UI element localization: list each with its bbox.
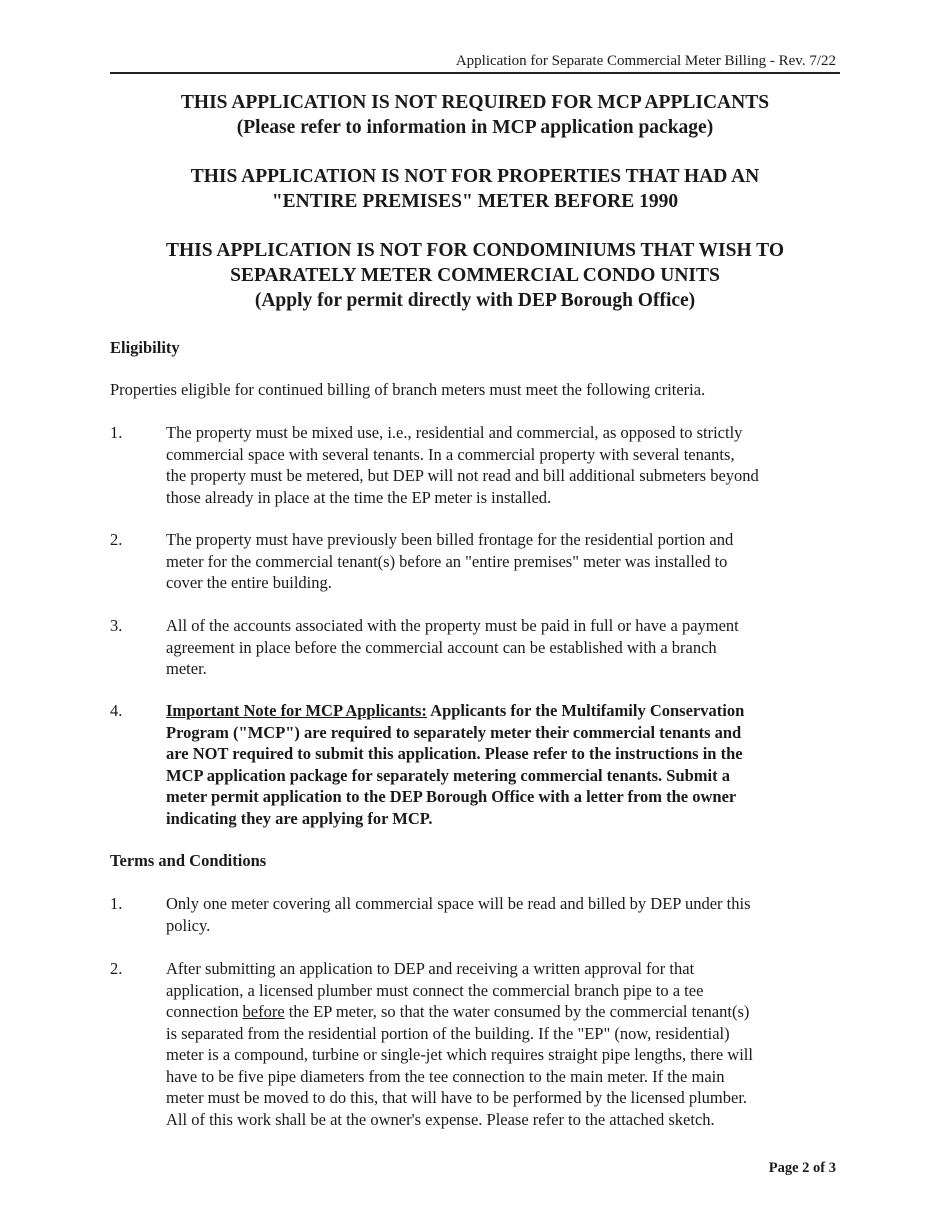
item-number: 1. xyxy=(110,423,123,442)
notice-mcp xyxy=(110,90,840,140)
item-line-post: the EP meter, so that the water consumed by the commercial tenant(s) xyxy=(284,1002,750,1021)
eligibility-heading: Eligibility xyxy=(110,338,180,357)
item-line: policy. xyxy=(166,915,211,935)
item-line: commercial space with several tenants. In a commercial property with several tenants, xyxy=(166,444,735,464)
item-line: meter must be moved to do this, that will have to be performed by the licensed plumber. xyxy=(166,1088,748,1107)
notice-line: THIS APPLICATION IS NOT REQUIRED FOR MCP APPLICANTS xyxy=(180,92,770,113)
item-line: indicating they are applying for MCP. xyxy=(166,808,433,828)
item-line: meter for the commercial tenant(s) before an "entire premises" meter was installed to xyxy=(166,551,728,571)
notice-entire-premises xyxy=(110,164,840,214)
item-line: After submitting an application to DEP and receiving a written approval for that xyxy=(166,959,695,978)
item-number: 1. xyxy=(110,894,123,913)
item-line: those already in place at the time the EP meter is installed. xyxy=(166,487,552,507)
item-line xyxy=(166,700,838,722)
item-line xyxy=(166,1001,838,1023)
eligibility-intro: Properties eligible for continued billing of branch meters must meet the following criteria. xyxy=(110,380,706,399)
item-line: All of the accounts associated with the property must be paid in full or have a payment xyxy=(166,616,739,635)
item-number: 2. xyxy=(110,530,123,549)
notice-condominiums xyxy=(110,238,840,313)
item-line-pre: connection xyxy=(166,1002,243,1021)
item-number: 4. xyxy=(110,701,123,720)
item-line: Program ("MCP") are required to separately meter their commercial tenants and xyxy=(166,722,742,742)
item-line-rest: Applicants for the Multifamily Conservation xyxy=(426,701,745,720)
page-header xyxy=(110,52,840,74)
item-line: meter. xyxy=(166,659,207,678)
header-title: Application for Separate Commercial Meter Billing - Rev. 7/22 xyxy=(455,53,836,69)
item-line: meter permit application to the DEP Borough Office with a letter from the owner xyxy=(166,787,737,806)
item-line: is separated from the residential portion of the building. If the "EP" (now, residential) xyxy=(166,1023,730,1043)
item-line: meter is a compound, turbine or single-jet which requires straight pipe lengths, there will xyxy=(166,1045,753,1064)
item-line: have to be five pipe diameters from the tee connection to the main meter. If the main xyxy=(166,1066,725,1086)
item-line: All of this work shall be at the owner's expense. Please refer to the attached sketch. xyxy=(166,1109,715,1129)
item-line: The property must be mixed use, i.e., residential and commercial, as opposed to strictly xyxy=(166,423,743,442)
item-line: the property must be metered, but DEP will not read and bill additional submeters beyond xyxy=(166,466,759,485)
page-number: Page 2 of 3 xyxy=(768,1160,836,1176)
item-line: Only one meter covering all commercial space will be read and billed by DEP under this xyxy=(166,894,751,913)
item-line: agreement in place before the commercial account can be established with a branch xyxy=(166,637,717,657)
notice-line: "ENTIRE PREMISES" METER BEFORE 1990 xyxy=(271,191,679,212)
item-line: are NOT required to submit this application. Please refer to the instructions in the xyxy=(166,744,743,763)
item-line: cover the entire building. xyxy=(166,573,332,592)
underlined-before: before xyxy=(242,1002,285,1021)
notice-line: THIS APPLICATION IS NOT FOR CONDOMINIUMS THAT WISH TO xyxy=(165,240,784,261)
item-line: MCP application package for separately metering commercial tenants. Submit a xyxy=(166,765,730,785)
notice-line: (Please refer to information in MCP application package) xyxy=(236,117,714,138)
item-line: application, a licensed plumber must connect the commercial branch pipe to a tee xyxy=(166,980,704,1000)
item-line: The property must have previously been billed frontage for the residential portion and xyxy=(166,530,734,549)
item-number: 2. xyxy=(110,959,123,978)
notice-line: THIS APPLICATION IS NOT FOR PROPERTIES THAT HAD AN xyxy=(190,166,760,187)
notice-line: (Apply for permit directly with DEP Borough Office) xyxy=(254,290,696,311)
item-number: 3. xyxy=(110,616,123,635)
notice-line: SEPARATELY METER COMMERCIAL CONDO UNITS xyxy=(230,265,720,286)
important-note-label: Important Note for MCP Applicants: xyxy=(166,701,427,720)
terms-heading: Terms and Conditions xyxy=(110,851,267,870)
